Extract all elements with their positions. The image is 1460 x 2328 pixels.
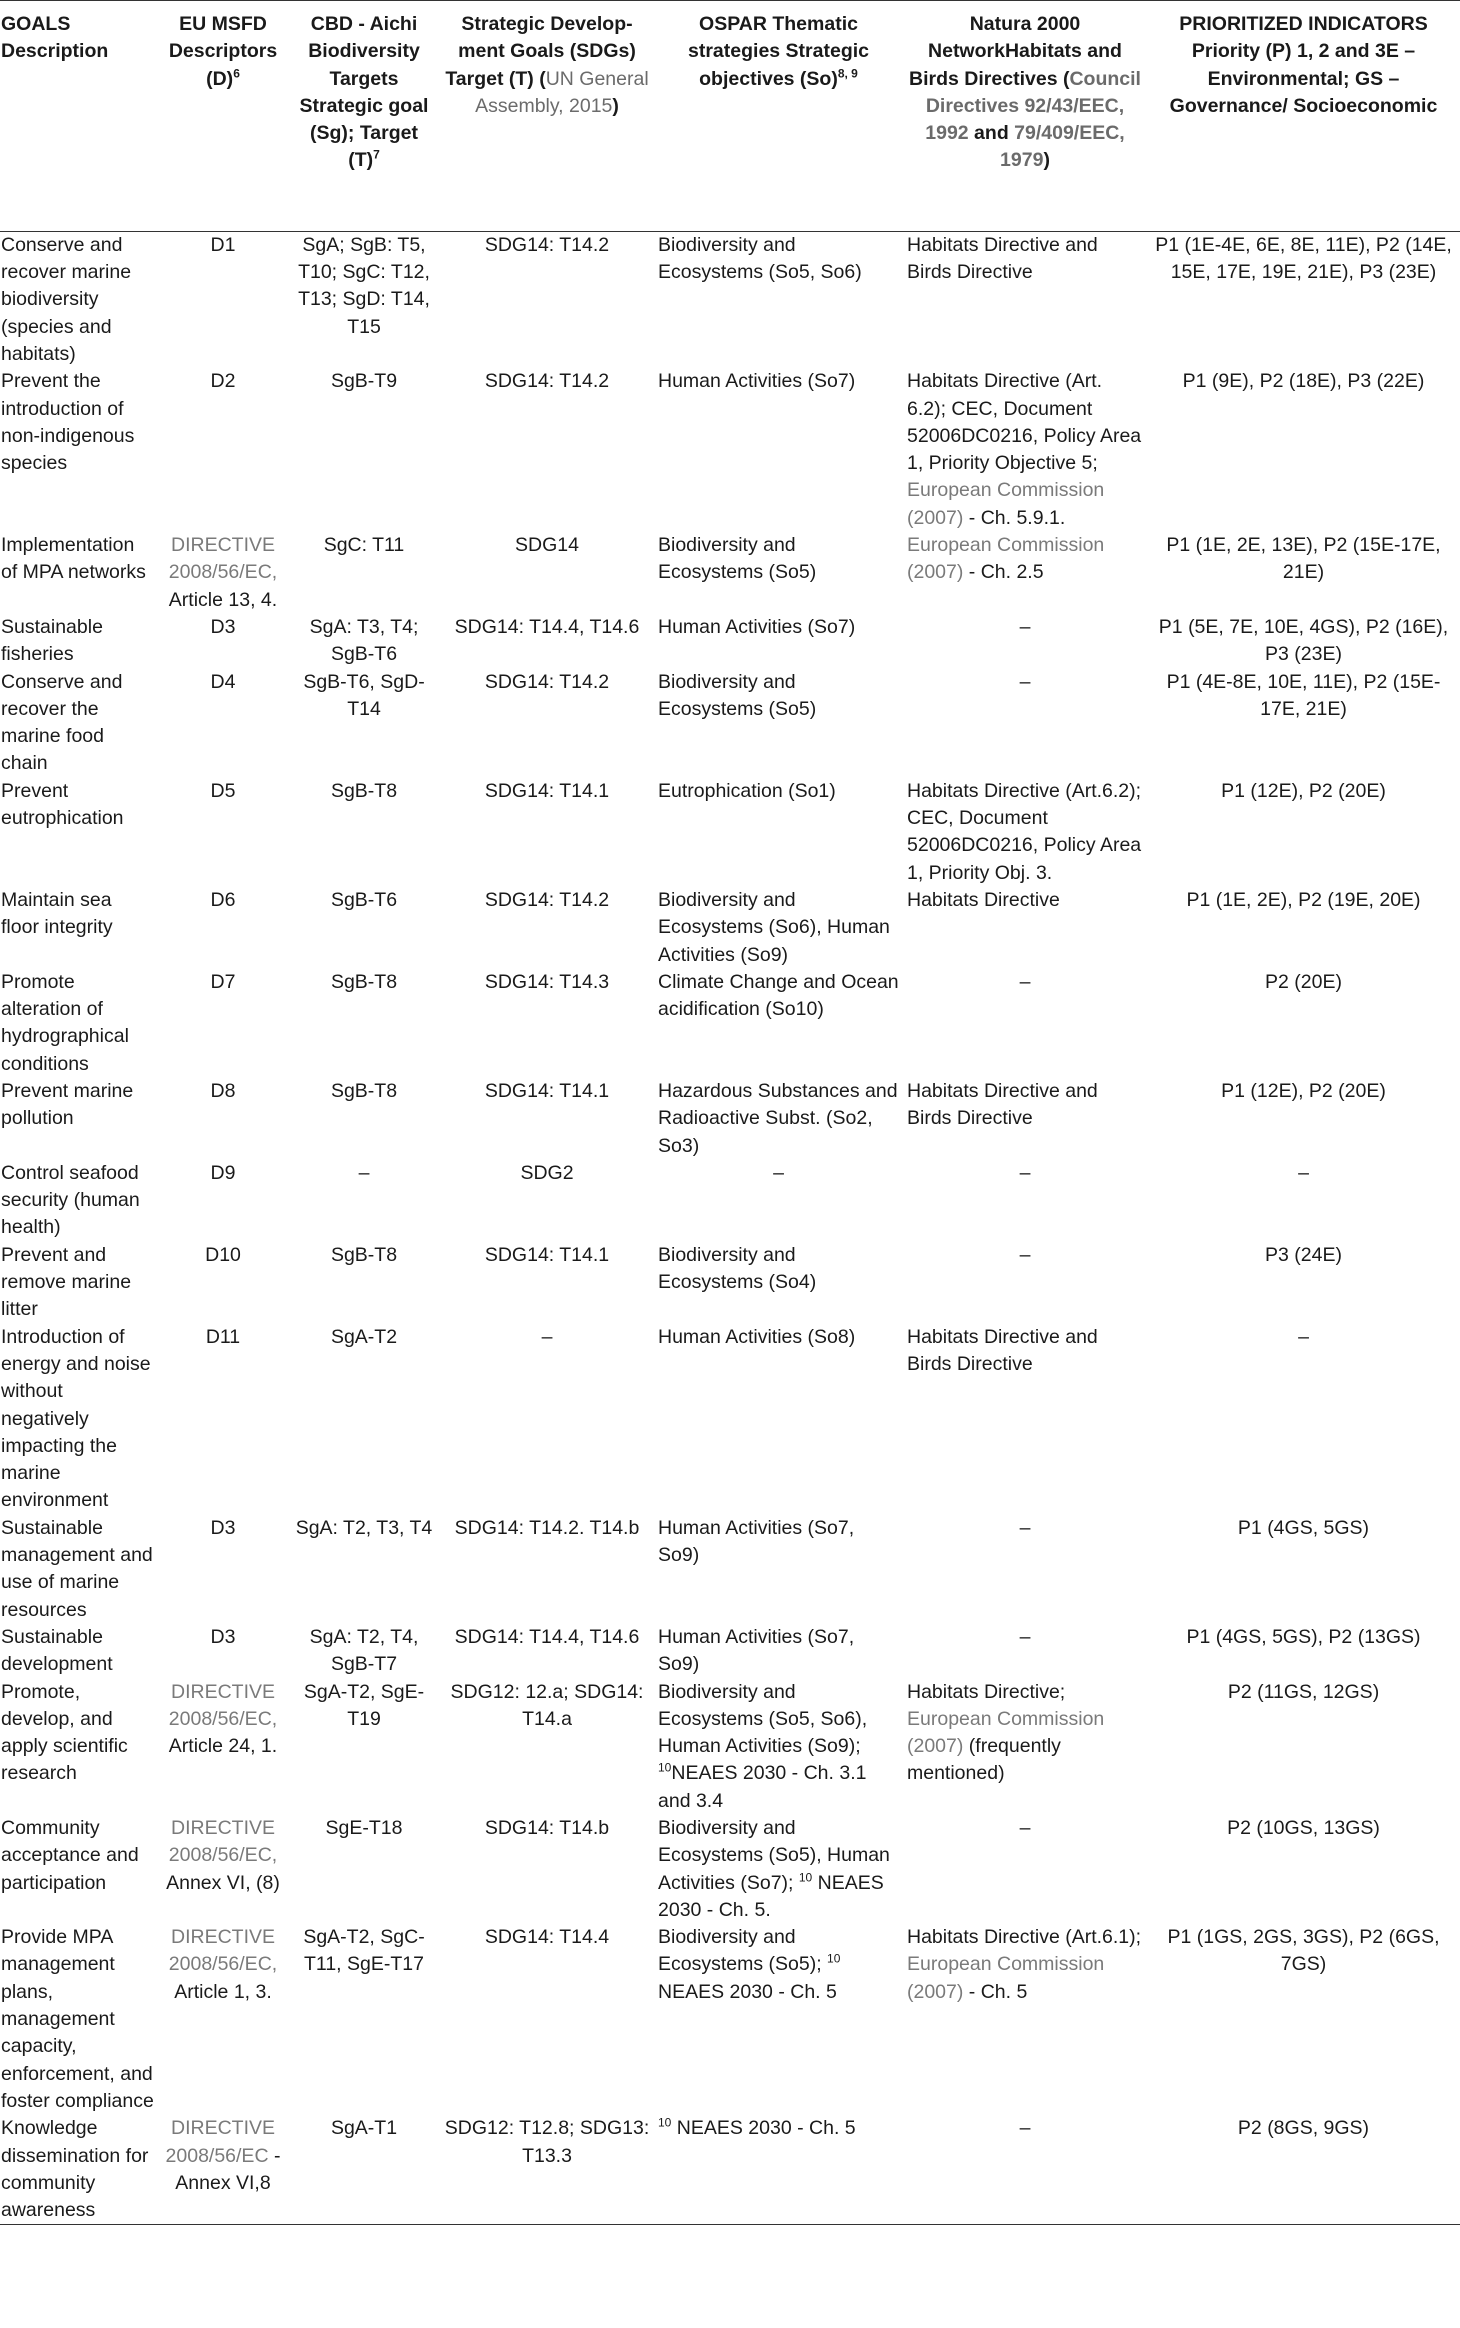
ospar-cell: Biodiversity and Ecosystems (So6), Human Activities (So9) xyxy=(658,888,890,966)
sdg-cell: SDG12: T12.8; SDG13: T13.3 xyxy=(444,2117,650,2167)
table-body xyxy=(0,231,1460,2225)
ospar-cell: Human Activities (So8) xyxy=(658,1325,856,1348)
cbd-cell: SgB-T8 xyxy=(330,779,398,802)
indicators-cell: P3 (24E) xyxy=(1265,1243,1342,1266)
msfd-cell: D3 xyxy=(210,1625,236,1648)
indicators-cell: P1 (1E, 2E), P2 (19E, 20E) xyxy=(1186,888,1421,911)
header-cbd: CBD - Aichi Biodiversity Targets Strategic goal (Sg); Target $(T)^7$ xyxy=(299,13,429,172)
natura-cell: – xyxy=(1019,1516,1031,1539)
ospar-cell: Biodiversity and Ecosystems (So5) xyxy=(658,534,817,584)
sdg-cell: SDG14: T14.3 xyxy=(484,970,610,993)
ospar-cell: Biodiversity and Ecosystems (So5), Human Activities (So7); $^{10}$ NEAES 2030 - Ch. 5. xyxy=(658,1817,890,1921)
msfd-cell: D6 xyxy=(210,888,236,911)
goal-cell: Introduction of energy and noise without negatively impacting the marine environment xyxy=(1,1325,151,1512)
natura-cell: European Commission (2007) - Ch. 2.5 xyxy=(907,534,1105,584)
sdg-cell: SDG14: T14.4, T14.6 xyxy=(454,615,640,638)
sdg-cell: SDG14: T14.1 xyxy=(484,1243,610,1266)
ospar-cell: Human Activities (So7, So9) xyxy=(658,1625,855,1676)
indicators-cell: P1 (9E), P2 (18E), P3 (22E) xyxy=(1182,370,1425,393)
msfd-cell: D3 xyxy=(210,615,236,638)
table-row xyxy=(0,669,1460,778)
msfd-cell: DIRECTIVE 2008/56/EC, Annex VI, (8) xyxy=(166,1817,280,1894)
indicators-cell: P1 (1GS, 2GS, 3GS), P2 (6GS, 7GS) xyxy=(1167,1926,1440,1976)
cbd-cell: SgA: T2, T3, T4 xyxy=(295,1516,433,1539)
natura-cell: Habitats Directive xyxy=(907,888,1060,911)
sdg-cell: SDG14: T14.2 xyxy=(484,370,610,393)
cbd-cell: SgA: T3, T4; SgB-T6 xyxy=(309,615,419,666)
msfd-cell: D11 xyxy=(205,1325,241,1348)
ospar-cell: Biodiversity and Ecosystems (So5); $^{10}$ NEAES 2030 - Ch. 5 xyxy=(658,1926,841,2003)
sdg-cell: SDG2 xyxy=(520,1161,574,1184)
ospar-cell: $^{10}$ NEAES 2030 - Ch. 5 xyxy=(658,2115,856,2140)
goal-cell: Prevent marine pollution xyxy=(1,1079,134,1130)
ospar-cell: Climate Change and Ocean acidification (So10) xyxy=(658,970,899,1021)
natura-cell: – xyxy=(1019,615,1031,638)
ospar-cell: Human Activities (So7) xyxy=(658,370,856,393)
goal-cell: Prevent eutrophication xyxy=(1,779,124,830)
natura-cell: Habitats Directive and Birds Directive xyxy=(907,233,1098,284)
goal-cell: Sustainable management and use of marine resources xyxy=(1,1516,153,1621)
msfd-cell: D3 xyxy=(210,1516,236,1539)
msfd-cell: DIRECTIVE 2008/56/EC, Article 24, 1. xyxy=(168,1680,278,1758)
msfd-cell: D9 xyxy=(210,1161,236,1184)
msfd-cell: DIRECTIVE 2008/56/EC, Article 13, 4. xyxy=(168,534,278,611)
msfd-cell: D4 xyxy=(210,670,236,693)
sdg-cell: SDG12: 12.a; SDG14: T14.a xyxy=(450,1680,644,1730)
indicators-cell: P1 (1E-4E, 6E, 8E, 11E), P2 (14E, 15E, 17E, 19E, 21E), P3 (23E) xyxy=(1155,233,1452,284)
sdg-cell: SDG14: T14.2 xyxy=(484,233,610,256)
natura-cell: – xyxy=(1019,2117,1031,2140)
table-row xyxy=(0,778,1460,887)
natura-cell: Habitats Directive; European Commission (2007) (frequently mentioned) xyxy=(907,1680,1105,1785)
sdg-cell: SDG14: T14.4, T14.6 xyxy=(454,1625,640,1648)
table-row xyxy=(0,1624,1460,1679)
sdg-cell: SDG14: T14.2 xyxy=(484,670,610,693)
ospar-cell: Eutrophication (So1) xyxy=(658,779,836,802)
table-row xyxy=(0,532,1460,614)
table-row xyxy=(0,1515,1460,1624)
goal-cell: Implementation of MPA networks xyxy=(1,534,146,584)
sdg-cell: SDG14: T14.4 xyxy=(484,1926,610,1949)
natura-cell: Habitats Directive (Art.6.2); CEC, Document 52006DC0216, Policy Area 1, Priority Obj. 3. xyxy=(907,779,1142,884)
goal-cell: Sustainable fisheries xyxy=(1,615,103,666)
cbd-cell: SgB-T6, SgD-T14 xyxy=(303,670,425,720)
cbd-cell: SgE-T18 xyxy=(325,1817,403,1839)
indicators-cell: – xyxy=(1298,1325,1309,1348)
msfd-cell: D7 xyxy=(210,970,236,993)
indicators-cell: P1 (5E, 7E, 10E, 4GS), P2 (16E), P3 (23E) xyxy=(1158,615,1449,666)
goal-cell: Prevent the introduction of non-indigenous species xyxy=(1,370,135,475)
cbd-cell: SgC: T11 xyxy=(323,534,405,557)
cbd-cell: SgA-T1 xyxy=(330,2117,398,2140)
ospar-cell: Biodiversity and Ecosystems (So4) xyxy=(658,1243,817,1294)
msfd-cell: D2 xyxy=(210,370,236,393)
indicators-cell: P2 (11GS, 12GS) xyxy=(1227,1680,1380,1703)
table-row xyxy=(0,969,1460,1078)
header-msfd: EU MSFD Descriptors $(D)^6$ xyxy=(168,13,278,90)
indicators-cell: P1 (12E), P2 (20E) xyxy=(1221,1079,1386,1102)
cbd-cell: SgB-T9 xyxy=(330,370,398,393)
sdg-cell: SDG14: T14.2. T14.b xyxy=(454,1516,640,1539)
indicators-cell: P1 (4GS, 5GS) xyxy=(1237,1516,1370,1539)
indicators-cell: P1 (4GS, 5GS), P2 (13GS) xyxy=(1186,1625,1421,1648)
table-row xyxy=(0,2115,1460,2225)
natura-cell: Habitats Directive and Birds Directive xyxy=(907,1325,1098,1375)
ospar-cell: Hazardous Substances and Radioactive Subst. (So2, So3) xyxy=(658,1079,898,1157)
indicators-cell: P2 (10GS, 13GS) xyxy=(1227,1817,1380,1839)
header-goals: GOALS Description xyxy=(1,13,109,63)
goal-cell: Maintain sea floor integrity xyxy=(1,888,113,939)
table-row xyxy=(0,1815,1460,1924)
sdg-cell: SDG14: T14.b xyxy=(484,1817,610,1839)
ospar-cell: Biodiversity and Ecosystems (So5, So6) xyxy=(658,233,862,284)
sdg-cell: SDG14: T14.2 xyxy=(484,888,610,911)
msfd-cell: D5 xyxy=(210,779,236,802)
header-sdg: Strategic Develop-ment Goals (SDGs) Target (T) (UN General Assembly, 2015) xyxy=(445,13,649,117)
cbd-cell: SgB-T8 xyxy=(330,970,398,993)
cbd-cell: SgA: T2, T4, SgB-T7 xyxy=(309,1625,419,1676)
ospar-cell: Human Activities (So7, So9) xyxy=(658,1516,855,1567)
natura-cell: Habitats Directive and Birds Directive xyxy=(907,1079,1098,1130)
ospar-cell: Biodiversity and Ecosystems (So5, So6), Human Activities (So9); $^{10}$NEAES 2030 - Ch. 3.1 and 3.4 xyxy=(658,1680,868,1812)
cbd-cell: SgA-T2, SgE-T19 xyxy=(303,1680,425,1730)
sdg-cell: SDG14 xyxy=(515,534,579,557)
table-row xyxy=(0,1160,1460,1242)
indicators-cell: P1 (12E), P2 (20E) xyxy=(1221,779,1386,802)
natura-cell: – xyxy=(1019,970,1031,993)
goal-cell: Community acceptance and participation xyxy=(1,1817,139,1894)
indicators-cell: P2 (8GS, 9GS) xyxy=(1237,2117,1370,2140)
natura-cell: – xyxy=(1019,670,1031,693)
goal-cell: Promote, develop, and apply scientific research xyxy=(1,1680,128,1785)
header-row xyxy=(0,1,1460,232)
goal-cell: Conserve and recover marine biodiversity (species and habitats) xyxy=(1,233,132,365)
ospar-cell: Human Activities (So7) xyxy=(658,615,856,638)
goal-cell: Sustainable development xyxy=(1,1625,113,1676)
goal-cell: Conserve and recover the marine food chain xyxy=(1,670,123,775)
goal-cell: Prevent and remove marine litter xyxy=(1,1243,132,1321)
natura-cell: Habitats Directive (Art. 6.2); CEC, Document 52006DC0216, Policy Area 1, Priority Objective 5; European Commission (2007) - Ch. 5.9.1. xyxy=(907,370,1142,529)
table-row xyxy=(0,614,1460,669)
cbd-cell: SgA-T2 xyxy=(330,1325,398,1348)
header-natura: Natura 2000 NetworkHabitats and Birds Directives (Council Directives 92/43/EEC, 1992 and 79/409/EEC, 1979) xyxy=(909,13,1141,172)
natura-cell: – xyxy=(1019,1625,1031,1648)
goal-cell: Promote alteration of hydrographical conditions xyxy=(1,970,129,1075)
table-header xyxy=(0,1,1460,232)
table-row xyxy=(0,1324,1460,1515)
table-row xyxy=(0,1078,1460,1160)
msfd-cell: DIRECTIVE 2008/56/EC, Article 1, 3. xyxy=(168,1926,278,2003)
sdg-cell: – xyxy=(541,1325,553,1348)
indicators-cell: P1 (4E-8E, 10E, 11E), P2 (15E-17E, 21E) xyxy=(1166,670,1441,720)
indicators-cell: – xyxy=(1298,1161,1309,1184)
indicators-cell: P2 (20E) xyxy=(1265,970,1342,993)
msfd-cell: D1 xyxy=(210,233,236,256)
ospar-cell: Biodiversity and Ecosystems (So5) xyxy=(658,670,817,720)
goal-cell: Control seafood security (human health) xyxy=(1,1161,140,1239)
indicators-cell: P1 (1E, 2E, 13E), P2 (15E-17E, 21E) xyxy=(1166,534,1441,584)
cbd-cell: SgB-T8 xyxy=(330,1079,398,1102)
cbd-cell: SgB-T8 xyxy=(330,1243,398,1266)
cbd-cell: SgB-T6 xyxy=(330,888,398,911)
natura-cell: – xyxy=(1019,1243,1031,1266)
natura-cell: – xyxy=(1019,1817,1031,1839)
table-row xyxy=(0,231,1460,368)
table-row xyxy=(0,1679,1460,1815)
table-row xyxy=(0,887,1460,969)
sdg-cell: SDG14: T14.1 xyxy=(484,779,610,802)
msfd-cell: DIRECTIVE 2008/56/EC -Annex VI,8 xyxy=(165,2117,281,2194)
msfd-cell: D8 xyxy=(210,1079,236,1102)
msfd-cell: D10 xyxy=(205,1243,241,1266)
cbd-cell: – xyxy=(358,1161,370,1184)
table-row xyxy=(0,1242,1460,1324)
cbd-cell: SgA; SgB: T5, T10; SgC: T12, T13; SgD: T14, T15 xyxy=(298,233,430,338)
natura-cell: – xyxy=(1019,1161,1031,1184)
sdg-cell: SDG14: T14.1 xyxy=(484,1079,610,1102)
natura-cell: Habitats Directive (Art.6.1); European Commission (2007) - Ch. 5 xyxy=(907,1926,1142,2003)
table-row xyxy=(0,368,1460,532)
table-row xyxy=(0,1924,1460,2115)
cbd-cell: SgA-T2, SgC-T11, SgE-T17 xyxy=(303,1926,425,1976)
header-indicators: PRIORITIZED INDICATORS Priority (P) 1, 2 and 3E – Environmental; GS – Governance/ Socioeconomic xyxy=(1169,13,1438,117)
goal-cell: Provide MPA management plans, management capacity, enforcement, and foster compliance xyxy=(1,1926,154,2112)
goal-cell: Knowledge dissemination for community awareness xyxy=(1,2117,149,2222)
ospar-cell: – xyxy=(773,1161,784,1184)
header-ospar: OSPAR Thematic strategies Strategic objectives $(So)^{8, 9}$ xyxy=(688,13,869,90)
